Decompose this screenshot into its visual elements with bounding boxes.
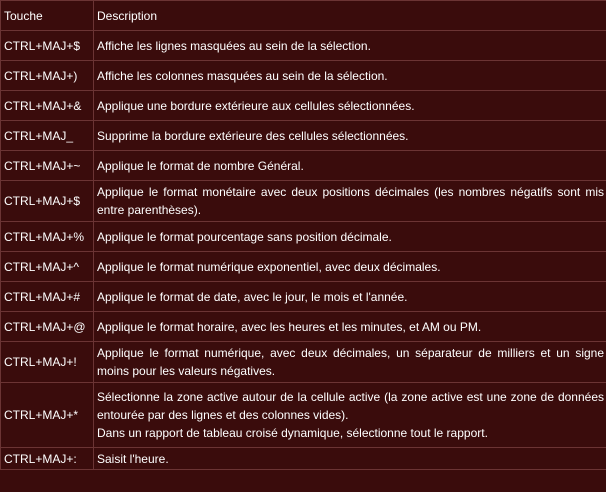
shortcut-key: CTRL+MAJ+# (1, 282, 94, 312)
table-row (1, 312, 606, 342)
shortcut-key: CTRL+MAJ+* (1, 383, 94, 448)
shortcut-key: CTRL+MAJ+: (1, 448, 94, 470)
shortcut-key: CTRL+MAJ+^ (1, 252, 94, 282)
shortcut-description: Affiche les colonnes masquées au sein de la sélection. (94, 61, 606, 91)
table-row (1, 181, 606, 222)
shortcut-description: Applique le format de date, avec le jour, le mois et l'année. (94, 282, 606, 312)
shortcut-description-line: Dans un rapport de tableau croisé dynamique, sélectionne tout le rapport. (97, 426, 488, 440)
table-row (1, 342, 606, 383)
table-row (1, 61, 606, 91)
table-row (1, 383, 606, 448)
shortcut-description: Applique le format de nombre Général. (94, 151, 606, 181)
shortcut-description-line: Sélectionne la zone active autour de la cellule active (la zone active est une zone de données entourée par des lignes et des colonnes vides). (97, 390, 604, 422)
header-key: Touche (1, 1, 94, 31)
shortcut-description: Applique le format pourcentage sans position décimale. (94, 222, 606, 252)
table-row (1, 222, 606, 252)
shortcut-description (94, 383, 606, 448)
table-row (1, 448, 606, 470)
shortcut-key: CTRL+MAJ+% (1, 222, 94, 252)
table-row (1, 151, 606, 181)
shortcut-description: Applique le format monétaire avec deux positions décimales (les nombres négatifs sont mis entre parenthèses). (94, 181, 606, 222)
shortcut-description: Supprime la bordure extérieure des cellules sélectionnées. (94, 121, 606, 151)
shortcut-key: CTRL+MAJ_ (1, 121, 94, 151)
table-row (1, 31, 606, 61)
shortcut-description: Applique le format numérique, avec deux décimales, un séparateur de milliers et un signe moins pour les valeurs négatives. (94, 342, 606, 383)
shortcut-description: Applique une bordure extérieure aux cellules sélectionnées. (94, 91, 606, 121)
shortcut-key: CTRL+MAJ+@ (1, 312, 94, 342)
shortcut-description: Affiche les lignes masquées au sein de la sélection. (94, 31, 606, 61)
shortcut-key: CTRL+MAJ+& (1, 91, 94, 121)
header-row (1, 1, 606, 31)
table-row (1, 252, 606, 282)
header-description: Description (94, 1, 606, 31)
shortcut-key: CTRL+MAJ+$ (1, 181, 94, 222)
shortcut-description: Saisit l'heure. (94, 448, 606, 470)
shortcut-key: CTRL+MAJ+) (1, 61, 94, 91)
table-row (1, 91, 606, 121)
table-row (1, 121, 606, 151)
shortcut-key: CTRL+MAJ+$ (1, 31, 94, 61)
shortcut-description: Applique le format numérique exponentiel, avec deux décimales. (94, 252, 606, 282)
shortcut-description: Applique le format horaire, avec les heures et les minutes, et AM ou PM. (94, 312, 606, 342)
shortcut-key: CTRL+MAJ+! (1, 342, 94, 383)
shortcut-key: CTRL+MAJ+~ (1, 151, 94, 181)
table-row (1, 282, 606, 312)
